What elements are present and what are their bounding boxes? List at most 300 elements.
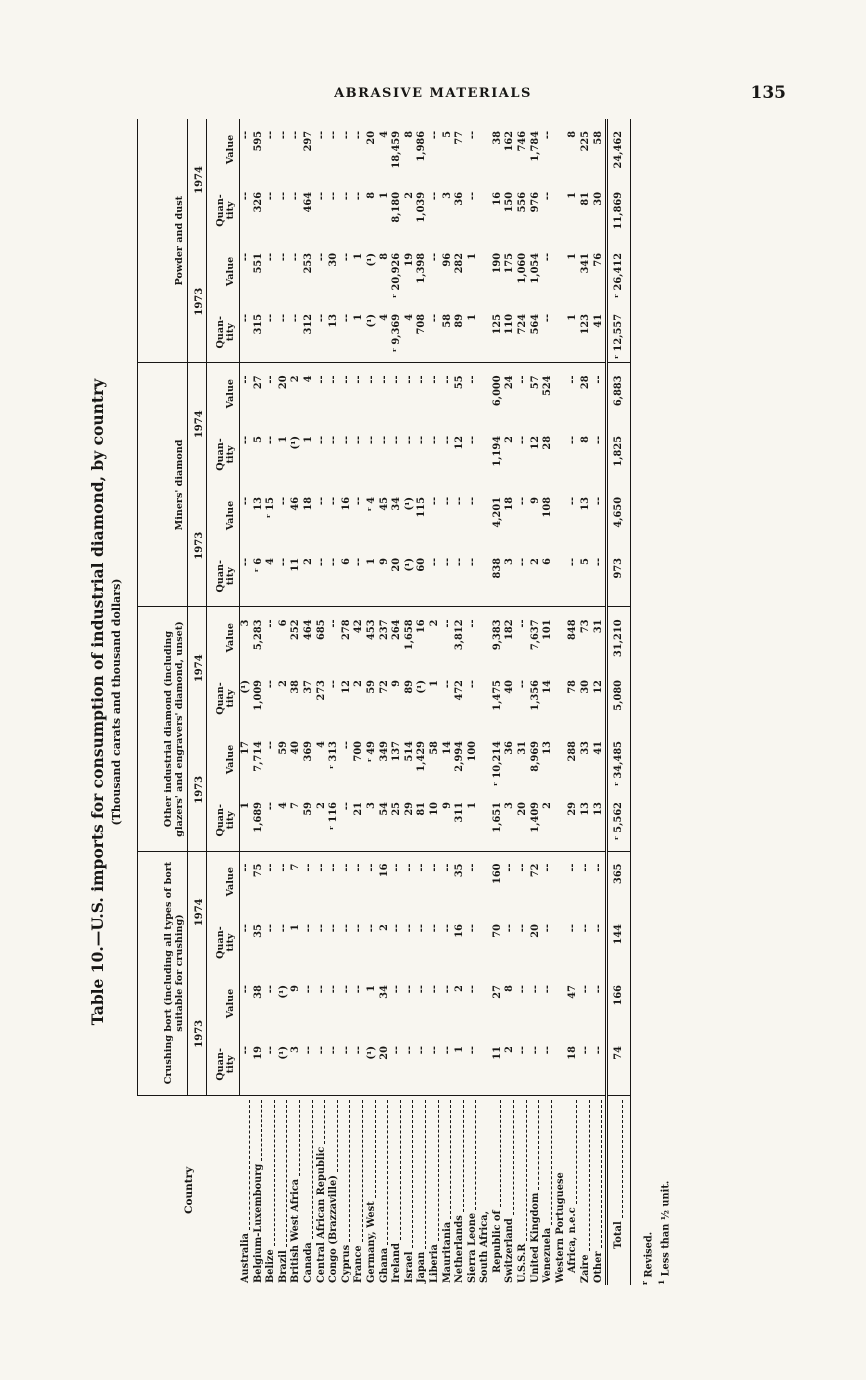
- table-cell: 30: [328, 252, 340, 267]
- country-cell: Germany, West: [366, 1095, 379, 1285]
- table-cell: 7: [290, 790, 303, 851]
- table-cell: 28: [580, 375, 592, 390]
- table-cell: 35: [252, 924, 264, 938]
- table-cell: 47: [567, 985, 579, 999]
- quantity-header: Quan- tity: [207, 1034, 240, 1095]
- table-cell: --: [340, 191, 352, 201]
- table-cell: --: [353, 130, 365, 140]
- table-cell: --: [290, 130, 302, 140]
- table-cell: 21: [353, 790, 366, 851]
- table-cell: 746: [517, 130, 529, 152]
- table-cell: 453: [365, 619, 377, 640]
- country-cell: Mauritania: [442, 1095, 455, 1285]
- table-cell: 29: [404, 790, 417, 851]
- table-cell: --: [240, 130, 251, 140]
- table-cell: 4: [379, 302, 392, 363]
- table-cell: --: [328, 985, 340, 994]
- table-cell: 101: [542, 619, 554, 640]
- table-cell: --: [403, 863, 415, 872]
- table-cell: 144: [607, 912, 631, 973]
- table-cell: --: [328, 496, 340, 506]
- table-cell: --: [466, 863, 478, 872]
- table-cell: 160: [491, 863, 503, 884]
- table-cell: 125: [479, 302, 504, 363]
- table-cell: --: [428, 252, 440, 262]
- table-cell: --: [290, 302, 303, 363]
- table-cell: --: [265, 619, 277, 628]
- table-cell: --: [340, 375, 352, 384]
- table-cell: 976: [529, 191, 541, 213]
- table-cell: --: [315, 375, 327, 384]
- table-cell: --: [466, 435, 478, 445]
- table-cell: 30: [592, 191, 604, 206]
- country-cell: Netherlands: [454, 1095, 467, 1285]
- table-cell: --: [340, 863, 352, 872]
- table-cell: --: [428, 375, 440, 384]
- table-row: [517, 119, 530, 1285]
- table-cell: --: [290, 191, 302, 201]
- table-cell: --: [442, 1034, 455, 1095]
- table-cell: 20: [529, 924, 541, 938]
- table-cell: --: [567, 496, 579, 506]
- table-cell: --: [416, 863, 428, 872]
- table-cell: 685: [315, 619, 327, 640]
- table-cell: --: [542, 1034, 555, 1095]
- table-cell: --: [303, 1034, 316, 1095]
- country-cell: Sierra Leone: [467, 1095, 480, 1285]
- table-cell: --: [504, 924, 516, 933]
- year-header: 1974: [188, 607, 207, 729]
- footnote-less-than-half: $^1$ Less than ½ unit.: [657, 1180, 672, 1285]
- table-cell: 524: [542, 375, 554, 396]
- table-cell: 28: [542, 435, 554, 450]
- table-cell: 3: [441, 191, 453, 199]
- table-cell: --: [277, 252, 289, 262]
- table-cell: 9: [529, 496, 541, 504]
- table-cell: --: [353, 375, 365, 384]
- table-cell: 2: [428, 619, 440, 627]
- table-cell: --: [340, 924, 352, 933]
- table-cell: 273: [315, 680, 327, 701]
- table-cell: --: [240, 191, 251, 201]
- table-cell: ʳ 313: [328, 741, 340, 769]
- country-cell: Cyprus: [341, 1095, 354, 1285]
- table-cell: 31: [517, 741, 529, 755]
- table-cell: 8: [567, 130, 579, 138]
- table-cell: --: [416, 924, 428, 933]
- country-cell: Ireland: [391, 1095, 404, 1285]
- table-cell: --: [428, 191, 440, 201]
- country-cell: Ghana: [379, 1095, 392, 1285]
- table-cell: --: [265, 790, 278, 851]
- table-cell: 18,459: [391, 130, 403, 169]
- table-cell: 34: [378, 985, 390, 999]
- table-cell: --: [429, 1034, 442, 1095]
- table-cell: 8: [504, 985, 516, 992]
- group-header-crushing-bort: Crushing bort (including all types of bort suitable for crushing): [138, 851, 188, 1095]
- table-cell: 464: [302, 191, 314, 213]
- table-cell: --: [265, 863, 277, 872]
- table-cell: --: [441, 680, 453, 689]
- table-cell: 58: [428, 741, 440, 755]
- table-cell: 6,000: [491, 375, 503, 407]
- table-row: [353, 119, 366, 1285]
- table-row: [303, 119, 316, 1285]
- table-cell: --: [466, 985, 478, 994]
- table-row: [504, 119, 517, 1285]
- table-cell: 3: [290, 1034, 303, 1095]
- table-cell: 278: [340, 619, 352, 640]
- table-cell: 464: [302, 619, 314, 640]
- table-cell: 12: [529, 435, 541, 450]
- table-cell: --: [265, 302, 278, 363]
- table-cell: 4: [378, 130, 390, 138]
- table-cell: 108: [542, 496, 554, 518]
- table-cell: --: [365, 435, 377, 445]
- table-cell: --: [416, 435, 428, 445]
- country-cell: Japan: [416, 1095, 429, 1285]
- table-cell: --: [580, 863, 592, 872]
- table-cell: --: [441, 496, 453, 506]
- table-cell: --: [567, 375, 579, 384]
- table-cell: --: [416, 985, 428, 994]
- table-cell: --: [529, 985, 541, 994]
- table-row: [265, 119, 278, 1285]
- table-cell: 38: [491, 130, 503, 145]
- table-cell: 1,784: [529, 130, 541, 162]
- table-cell: --: [302, 924, 314, 933]
- table-cell: --: [441, 985, 453, 994]
- table-cell: 4: [265, 546, 278, 607]
- value-header: Value: [207, 973, 240, 1034]
- table-cell: --: [328, 1034, 341, 1095]
- table-cell: 110: [504, 302, 517, 363]
- table-cell: 11,869: [607, 180, 631, 241]
- table-cell: 2: [316, 790, 329, 851]
- table-cell: 4: [315, 741, 327, 748]
- table-cell: 162: [504, 130, 516, 152]
- table-cell: --: [341, 790, 354, 851]
- table-cell: 1: [353, 252, 365, 260]
- table-cell: ʳ 9,369: [391, 302, 404, 363]
- table-cell: 252: [290, 619, 302, 640]
- table-cell: --: [315, 985, 327, 994]
- table-cell: --: [429, 302, 442, 363]
- table-cell: ʳ 5,562: [607, 790, 631, 851]
- table-cell: --: [567, 863, 579, 872]
- table-cell: 1: [428, 680, 440, 687]
- year-header: 1974: [188, 363, 207, 485]
- total-row: [607, 119, 631, 1285]
- country-cell: Canada: [303, 1095, 316, 1285]
- table-cell: --: [441, 619, 453, 628]
- table-cell: 2: [403, 191, 415, 199]
- table-cell: --: [240, 252, 251, 262]
- table-row: [542, 119, 555, 1285]
- table-cell: (¹): [366, 302, 379, 363]
- table-cell: (¹): [290, 435, 302, 450]
- table-cell: 9: [379, 546, 392, 607]
- table-cell: --: [341, 302, 354, 363]
- table-cell: 4: [302, 375, 314, 383]
- table-cell: --: [353, 1034, 366, 1095]
- table-cell: 96: [441, 252, 453, 267]
- table-cell: 81: [580, 191, 592, 206]
- table-cell: ʳ 15: [265, 496, 277, 519]
- table-cell: --: [315, 863, 327, 872]
- table-cell: 312: [303, 302, 316, 363]
- table-cell: 9,383: [491, 619, 503, 651]
- table-cell: 16: [454, 924, 466, 938]
- table-row: [290, 119, 303, 1285]
- table-cell: 2: [290, 375, 302, 383]
- table-cell: 55: [454, 375, 466, 390]
- table-cell: --: [265, 924, 277, 933]
- country-cell: United Kingdom: [530, 1095, 543, 1285]
- table-cell: --: [265, 375, 277, 384]
- table-cell: ʳ 12,557: [607, 302, 631, 363]
- table-cell: 30: [580, 680, 592, 694]
- table-cell: 18: [504, 496, 516, 511]
- table-cell: 19: [403, 252, 415, 267]
- table-cell: --: [353, 863, 365, 872]
- table-cell: 33: [580, 741, 592, 755]
- table-cell: 1: [467, 302, 480, 363]
- table-cell: --: [265, 435, 277, 445]
- table-cell: 46: [290, 496, 302, 511]
- table-cell: --: [403, 924, 415, 933]
- quantity-header: Quan- tity: [207, 424, 240, 485]
- country-cell: Zaire: [580, 1095, 593, 1285]
- table-cell: --: [240, 496, 251, 506]
- table-cell: --: [316, 1034, 329, 1095]
- table-cell: --: [504, 863, 516, 872]
- table-cell: 54: [379, 790, 392, 851]
- table-cell: 2: [303, 546, 316, 607]
- table-subtitle: (Thousand carats and thousand dollars): [110, 578, 123, 826]
- table-cell: 27: [491, 985, 503, 999]
- table-cell: --: [466, 496, 478, 506]
- table-cell: 100: [466, 741, 478, 762]
- table-cell: 514: [403, 741, 415, 762]
- table-cell: --: [365, 375, 377, 384]
- table-cell: 150: [504, 191, 516, 213]
- country-cell: Congo (Brazzaville): [328, 1095, 341, 1285]
- table-cell: --: [265, 741, 277, 750]
- table-cell: --: [517, 985, 529, 994]
- table-cell: 20: [391, 546, 404, 607]
- table-cell: 57: [529, 375, 541, 390]
- table-cell: 1: [467, 790, 480, 851]
- year-header: 1973: [188, 485, 207, 607]
- table-cell: --: [391, 985, 403, 994]
- table-cell: ʳ 49: [365, 741, 377, 763]
- year-header: 1973: [188, 729, 207, 851]
- year-header: 1974: [188, 851, 207, 973]
- table-row: [530, 119, 543, 1285]
- table-cell: 41: [592, 741, 604, 755]
- table-cell: 137: [391, 741, 403, 762]
- country-column-header: Country: [138, 1095, 240, 1285]
- table-row: [253, 119, 266, 1285]
- table-cell: 13: [593, 790, 607, 851]
- table-cell: 17: [240, 741, 251, 755]
- table-cell: --: [353, 924, 365, 933]
- quantity-header: Quan- tity: [207, 180, 240, 241]
- table-cell: --: [265, 130, 277, 140]
- table-cell: 20: [379, 1034, 392, 1095]
- table-cell: 70: [491, 924, 503, 938]
- table-cell: --: [592, 375, 604, 384]
- table-cell: --: [517, 1034, 530, 1095]
- table-cell: 724: [517, 302, 530, 363]
- table-cell: 7,714: [252, 741, 264, 772]
- table-cell: --: [340, 252, 352, 262]
- table-cell: --: [353, 546, 366, 607]
- table-cell: --: [353, 496, 365, 506]
- table-cell: 2: [504, 1034, 517, 1095]
- table-cell: --: [428, 924, 440, 933]
- quantity-header: Quan- tity: [207, 546, 240, 607]
- table-cell: ʳ 26,412: [607, 241, 631, 302]
- table-cell: 77: [454, 130, 466, 145]
- table-cell: 1,475: [491, 680, 503, 711]
- table-cell: 12: [592, 680, 604, 694]
- table-cell: --: [341, 1034, 354, 1095]
- table-row: [442, 119, 455, 1285]
- table-cell: 16: [340, 496, 352, 511]
- table-cell: --: [278, 302, 291, 363]
- table-cell: --: [328, 924, 340, 933]
- table-cell: 1,409: [530, 790, 543, 851]
- table-cell: --: [466, 680, 478, 689]
- table-cell: 5,080: [607, 668, 631, 729]
- table-row: [316, 119, 329, 1285]
- table-cell: --: [454, 546, 467, 607]
- table-cell: 78: [567, 680, 579, 694]
- table-cell: --: [404, 1034, 417, 1095]
- table-cell: 365: [607, 851, 631, 912]
- table-cell: --: [240, 1034, 253, 1095]
- table-cell: 7: [290, 863, 302, 871]
- table-cell: 3: [504, 546, 517, 607]
- table-cell: --: [429, 546, 442, 607]
- table-cell: ʳ 10,214: [491, 741, 503, 786]
- table-cell: 38: [252, 985, 264, 999]
- value-header: Value: [207, 241, 240, 302]
- table-cell: --: [592, 496, 604, 506]
- country-cell: Belgium-Luxembourg: [253, 1095, 266, 1285]
- table-cell: 8: [378, 252, 390, 260]
- table-cell: --: [466, 375, 478, 384]
- table-cell: --: [466, 924, 478, 933]
- table-cell: --: [592, 863, 604, 872]
- table-cell: --: [542, 191, 554, 201]
- table-cell: --: [391, 435, 403, 445]
- table-cell: --: [328, 863, 340, 872]
- country-cell: British West Africa: [290, 1095, 303, 1285]
- table-row: [454, 119, 467, 1285]
- table-cell: 3,812: [454, 619, 466, 651]
- table-cell: --: [315, 130, 327, 140]
- table-cell: 13: [580, 790, 593, 851]
- table-cell: --: [403, 435, 415, 445]
- table-cell: 973: [607, 546, 631, 607]
- table-cell: 4,201: [491, 496, 503, 528]
- table-cell: --: [316, 302, 329, 363]
- table-cell: 341: [580, 252, 592, 274]
- table-cell: 74: [607, 1034, 631, 1095]
- table-cell: --: [441, 435, 453, 445]
- table-cell: --: [365, 924, 377, 933]
- table-cell: 31: [592, 619, 604, 634]
- table-cell: --: [316, 546, 329, 607]
- table-cell: --: [542, 302, 555, 363]
- table-cell: --: [353, 985, 365, 994]
- table-cell: 20: [277, 375, 289, 390]
- table-cell: (¹): [366, 1034, 379, 1095]
- quantity-header: Quan- tity: [207, 668, 240, 729]
- table-cell: --: [466, 130, 478, 140]
- table-cell: 14: [441, 741, 453, 755]
- table-cell: 551: [252, 252, 264, 274]
- country-cell: Australia: [240, 1095, 253, 1285]
- table-cell: 1,356: [529, 680, 541, 711]
- country-cell: Total: [607, 1095, 631, 1285]
- table-cell: 58: [442, 302, 455, 363]
- table-row: [416, 119, 429, 1285]
- table-cell: 31,210: [607, 607, 631, 668]
- year-header: 1974: [188, 119, 207, 241]
- table-cell: 11: [290, 546, 303, 607]
- table-cell: 40: [504, 680, 516, 694]
- table-cell: ʳ 34,485: [607, 729, 631, 790]
- table-cell: 2: [542, 790, 555, 851]
- table-cell: 1: [353, 302, 366, 363]
- table-cell: --: [542, 130, 554, 140]
- table-cell: 1: [466, 252, 478, 260]
- table-cell: (¹): [277, 985, 289, 999]
- table-cell: 12: [454, 435, 466, 450]
- table-cell: 225: [580, 130, 592, 152]
- table-cell: 59: [303, 790, 316, 851]
- table-cell: 72: [529, 863, 541, 878]
- table-row: [429, 119, 442, 1285]
- table-cell: --: [416, 1034, 429, 1095]
- table-cell: --: [517, 619, 529, 628]
- group-header-other-industrial: Other industrial diamond (including glazers' and engravers' diamond, unset): [138, 607, 188, 851]
- table-cell: 115: [416, 496, 428, 518]
- table-cell: 12: [340, 680, 352, 694]
- table-cell: 13: [580, 496, 592, 511]
- table-cell: 16: [378, 863, 390, 878]
- table-cell: --: [428, 985, 440, 994]
- table-cell: 369: [302, 741, 314, 762]
- table-cell: --: [441, 375, 453, 384]
- table-cell: 20: [517, 790, 530, 851]
- table-cell: --: [240, 435, 251, 445]
- table-cell: 1: [302, 435, 314, 443]
- country-cell: Venezuela: [542, 1095, 555, 1285]
- table-cell: --: [328, 191, 340, 201]
- table-cell: 297: [302, 130, 314, 152]
- table-cell: --: [542, 863, 554, 872]
- quantity-header: Quan- tity: [207, 912, 240, 973]
- year-header: 1973: [188, 973, 207, 1095]
- table-cell: 29: [555, 790, 580, 851]
- table-cell: --: [517, 680, 529, 689]
- table-cell: --: [315, 435, 327, 445]
